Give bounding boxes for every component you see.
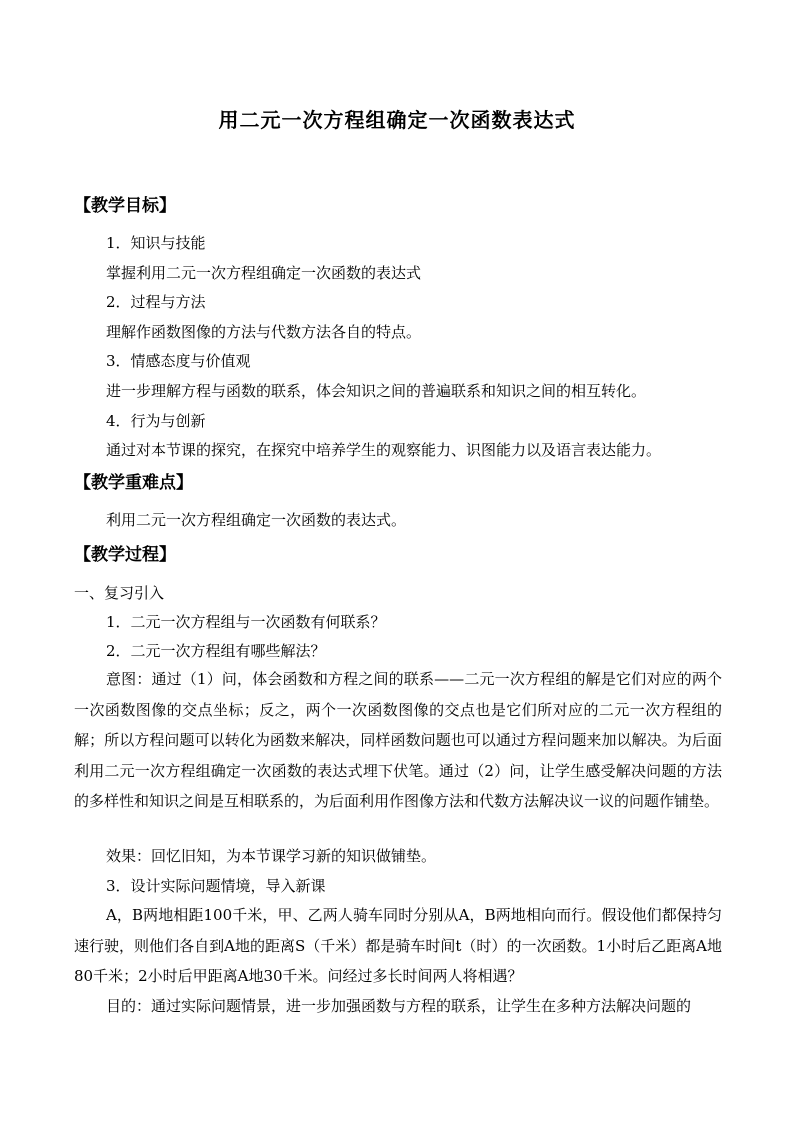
- objective-item: 通过对本节课的探究，在探究中培养学生的观察能力、识图能力以及语言表达能力。: [106, 441, 662, 459]
- intent-paragraph: 意图：通过（1）问，体会函数和方程之间的联系——二元一次方程组的解是它们对应的两个一次函数图像的交点坐标；反之，两个一次函数图像的交点也是它们所对应的二元一次方程组的解；所以方程问题可以转化为函数来解决，同样函数问题也可以通过方程问题来加以解决。为后面利用二元一次方程组确定一次函数的表达式埋下伏笔。通过（2）问，让学生感受解决问题的方法的多样性和知识之间是互相联系的，为后面利用作图像方法和代数方法解决议一议的问题作铺垫。: [74, 670, 722, 810]
- process-part-title: 一、复习引入: [74, 584, 165, 602]
- effect-text: 效果：回忆旧知，为本节课学习新的知识做铺垫。: [106, 847, 437, 865]
- objective-item: 2．过程与方法: [106, 293, 206, 311]
- objective-item: 掌握利用二元一次方程组确定一次函数的表达式: [106, 264, 422, 282]
- key-points-text: 利用二元一次方程组确定一次函数的表达式。: [106, 511, 407, 529]
- document-title: 用二元一次方程组确定一次函数表达式: [218, 108, 576, 132]
- review-question-1: 1．二元一次方程组与一次函数有何联系？: [106, 613, 386, 631]
- objective-item: 4．行为与创新: [106, 412, 206, 430]
- objective-item: 进一步理解方程与函数的联系，体会知识之间的普遍联系和知识之间的相互转化。: [106, 382, 647, 400]
- item-3-title: 3．设计实际问题情境，导入新课: [106, 877, 326, 895]
- objectives-heading: 【教学目标】: [74, 196, 176, 216]
- objective-item: 理解作函数图像的方法与代数方法各自的特点。: [106, 323, 422, 341]
- purpose-paragraph: 目的：通过实际问题情景，进一步加强函数与方程的联系，让学生在多种方法解决问题的: [106, 997, 692, 1015]
- problem-paragraph: A，B两地相距100千米，甲、乙两人骑车同时分别从A，B两地相向而行。假设他们都保持匀速行驶，则他们各自到A地的距离S（千米）都是骑车时间t（时）的一次函数。1小时后乙距离A地80千米；2小时后甲距离A地30千米。问经过多长时间两人将相遇？: [74, 906, 722, 985]
- objective-item: 3．情感态度与价值观: [106, 352, 251, 370]
- review-question-2: 2．二元一次方程组有哪些解法？: [106, 642, 326, 660]
- key-points-heading: 【教学重难点】: [74, 473, 193, 493]
- objective-item: 1．知识与技能: [106, 234, 206, 252]
- process-heading: 【教学过程】: [74, 545, 176, 565]
